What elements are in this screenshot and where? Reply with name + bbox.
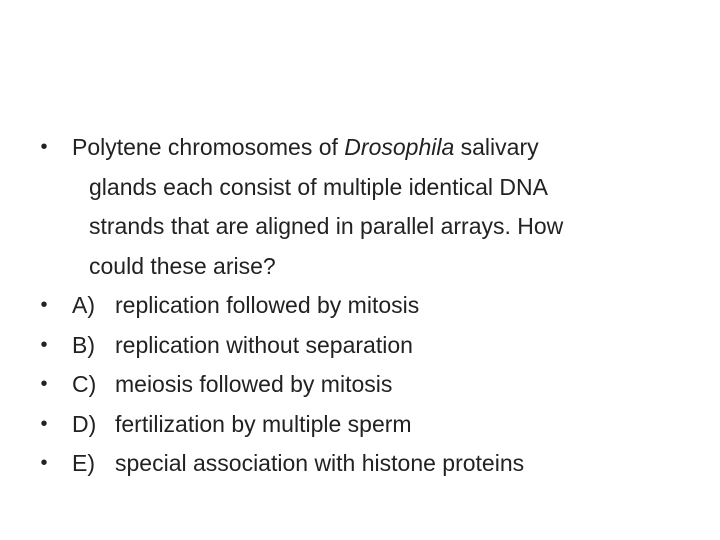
bullet-dot: • — [40, 294, 48, 316]
bullet-dot: • — [40, 136, 48, 158]
question-text-start: Polytene chromosomes of — [72, 134, 345, 160]
option-d — [36, 405, 676, 445]
option-text: meiosis followed by mitosis — [115, 371, 393, 397]
option-letter: B) — [72, 331, 95, 358]
option-c — [36, 365, 676, 405]
option-text: replication followed by mitosis — [115, 292, 420, 318]
option-text: special association with histone proteins — [115, 450, 525, 476]
option-letter: A) — [72, 292, 95, 318]
bullet-dot: • — [40, 333, 48, 356]
option-text: replication without separation — [115, 331, 413, 358]
bullet-dot: • — [40, 452, 48, 474]
question-line-3: strands that are aligned in parallel arrays. How — [89, 213, 564, 239]
option-letter: C) — [72, 371, 97, 397]
option-text: fertilization by multiple sperm — [115, 410, 412, 437]
option-e — [36, 444, 676, 484]
option-letter: D) — [72, 410, 97, 437]
question-line-2: glands each consist of multiple identical DNA — [89, 173, 548, 200]
question-line-1 — [72, 128, 676, 168]
question-bullet — [36, 128, 676, 286]
option-a — [36, 286, 676, 326]
bullet-list — [36, 128, 676, 484]
question-text-end: salivary — [454, 134, 539, 160]
species-name: Drosophila — [344, 134, 455, 160]
bullet-dot: • — [40, 412, 48, 435]
question-line-4: could these arise? — [89, 252, 276, 279]
option-b — [36, 326, 676, 366]
bullet-dot: • — [40, 373, 48, 395]
option-letter: E) — [72, 450, 95, 476]
